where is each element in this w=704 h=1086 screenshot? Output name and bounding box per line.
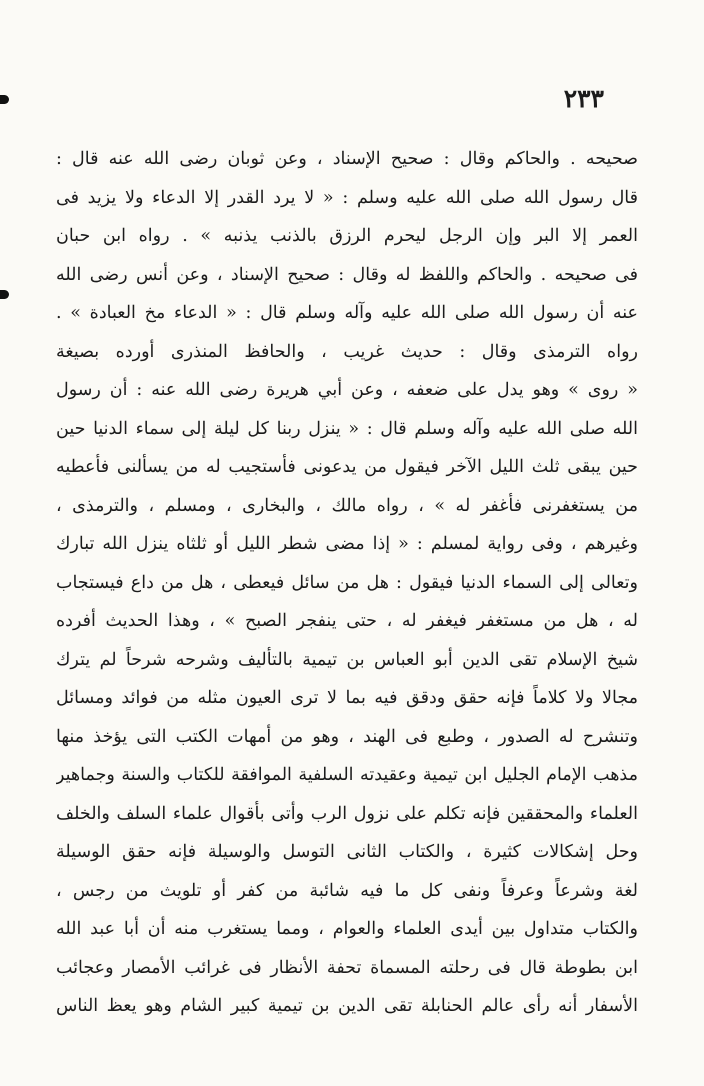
- text-line: مذهب الإمام الجليل ابن تيمية وعقيدته السلفية الموافقة للكتاب والسنة وجماهير: [56, 765, 638, 785]
- text-line: « روى » وهو يدل على ضعفه ، وعن أبي هريرة رضى الله عنه : أن رسول: [56, 380, 638, 400]
- text-line: شيخ الإسلام تقى الدين أبو العباس بن تيمية بالتأليف وشرحه شرحاً لم يترك: [56, 649, 638, 670]
- page-number: ٢٣٣: [563, 84, 604, 113]
- text-line: وغيرهم ، وفى رواية لمسلم : « إذا مضى شطر الليل أو ثلثاه ينزل الله تبارك: [56, 534, 638, 554]
- text-line: من يستغفرنى فأغفر له » ، رواه مالك ، والبخارى ، ومسلم ، والترمذى ،: [56, 495, 638, 516]
- text-line: صحيحه . والحاكم وقال : صحيح الإسناد ، وعن ثوبان رضى الله عنه قال :: [56, 149, 638, 169]
- text-line: وحل إشكالات كثيرة ، والكتاب الثانى التوسل والوسيلة فإنه حقق الوسيلة: [56, 842, 638, 862]
- text-line: فى صحيحه . والحاكم واللفظ له وقال : صحيح الإسناد ، وعن أنس رضى الله: [56, 264, 638, 285]
- text-line: الله صلى الله عليه وآله وسلم قال : « ينزل ربنا كل ليلة إلى سماء الدنيا حين: [56, 418, 638, 439]
- text-line: ابن بطوطة قال فى رحلته المسماة تحفة الأنظار فى غرائب الأمصار وعجائب: [56, 957, 638, 978]
- text-line: وتعالى إلى السماء الدنيا فيقول : هل من سائل فيعطى ، هل من داع فيستجاب: [56, 572, 638, 593]
- text-line: وتنشرح له الصدور ، وطبع فى الهند ، وهو من أمهات الكتب التى يؤخذ منها: [56, 726, 638, 747]
- text-line: العلماء والمحققين فإنه تكلم على نزول الرب وأتى بأقوال علماء السلف والخلف: [56, 803, 638, 824]
- text-line: رواه الترمذى وقال : حديث غريب ، والحافظ المنذرى أورده بصيغة: [56, 341, 638, 362]
- text-line: حين يبقى ثلث الليل الآخر فيقول من يدعونى فأستجيب له من يسألنى فأعطيه: [56, 457, 638, 477]
- text-line: عنه أن رسول الله صلى الله عليه وآله وسلم قال : « الدعاء مخ العبادة » .: [56, 303, 638, 323]
- body-text: [56, 140, 638, 1026]
- text-line: العمر إلا البر وإن الرجل ليحرم الرزق بالذنب يذنبه » . رواه ابن حبان: [56, 226, 638, 246]
- text-line: قال رسول الله صلى الله عليه وسلم : « لا يرد القدر إلا الدعاء ولا يزيد فى: [56, 187, 638, 208]
- margin-mark-top: [0, 95, 9, 104]
- text-line: والكتاب متداول بين أيدى العلماء والعوام ، ومما يستغرب منه أن أبا عبد الله: [56, 919, 638, 939]
- text-line: لغة وشرعاً وعرفاً ونفى كل ما فيه شائبة من كفر أو تلويث من رجس ،: [56, 880, 638, 901]
- margin-mark-middle: [0, 290, 9, 299]
- text-line: مجالا ولا كلاماً فإنه حقق ودقق فيه بما لا ترى العيون مثله من فوائد ومسائل: [56, 688, 638, 708]
- text-line: الأسفار أنه رأى عالم الحنابلة تقى الدين بن تيمية كبير الشام وهو يعظ الناس: [56, 996, 638, 1016]
- text-line: له ، هل من مستغفر فيغفر له ، حتى ينفجر الصبح » ، وهذا الحديث أفرده: [56, 611, 638, 631]
